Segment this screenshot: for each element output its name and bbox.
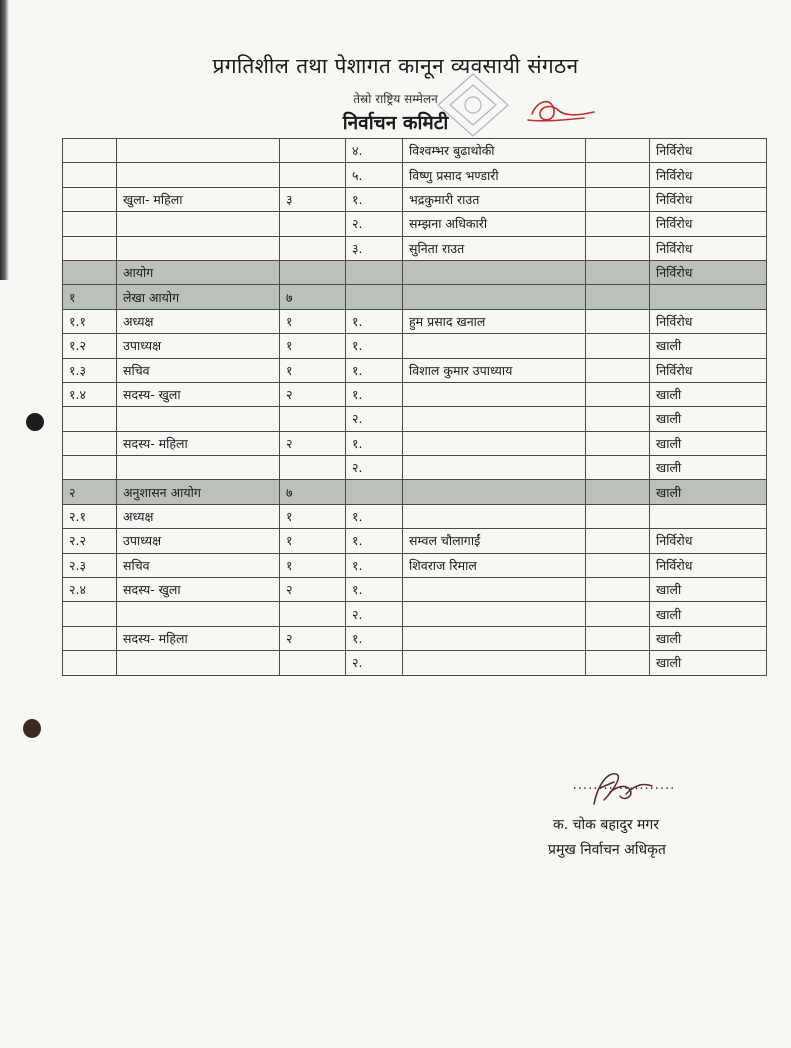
position-cell: सचिव [117,358,280,382]
candidate-number-cell: २. [346,602,403,626]
position-cell: सदस्य- महिला [117,431,280,455]
status-cell: खाली [650,480,767,504]
candidate-number-cell [346,480,403,504]
status-cell: निर्विरोध [650,139,767,163]
serial-number-cell [63,236,117,260]
table-row [63,578,767,602]
officer-signature [580,764,660,814]
seat-count-cell [280,139,346,163]
organization-seal-stamp [428,70,518,140]
candidate-name-cell [403,504,586,528]
candidate-number-cell: १. [346,431,403,455]
blank-cell [586,285,650,309]
serial-number-cell [63,139,117,163]
candidate-number-cell: २. [346,651,403,675]
candidate-name-cell: भद्रकुमारी राउत [403,187,586,211]
blank-cell [586,163,650,187]
blank-cell [586,236,650,260]
status-cell: खाली [650,334,767,358]
status-cell: खाली [650,456,767,480]
serial-number-cell: २.३ [63,553,117,577]
seat-count-cell [280,260,346,284]
status-cell: खाली [650,602,767,626]
seat-count-cell [280,163,346,187]
serial-number-cell [63,431,117,455]
table-row [63,236,767,260]
candidate-number-cell: १. [346,382,403,406]
candidate-number-cell: १. [346,309,403,333]
candidate-number-cell: २. [346,212,403,236]
candidate-name-cell [403,431,586,455]
serial-number-cell: १ [63,285,117,309]
blank-cell [586,382,650,406]
candidate-number-cell [346,285,403,309]
candidate-number-cell: १. [346,187,403,211]
table-row [63,334,767,358]
candidate-name-cell [403,407,586,431]
committee-heading: निर्वाचन कमिटी [342,112,449,134]
status-cell [650,285,767,309]
candidate-number-cell [346,260,403,284]
position-cell: सदस्य- खुला [117,578,280,602]
position-cell: उपाध्यक्ष [117,529,280,553]
serial-number-cell [63,260,117,284]
seat-count-cell: २ [280,626,346,650]
page-edge-shadow [0,0,9,280]
blank-cell [586,309,650,333]
seat-count-cell: ७ [280,285,346,309]
blank-cell [586,651,650,675]
position-cell: अध्यक्ष [117,309,280,333]
table-row [63,626,767,650]
seat-count-cell: ३ [280,187,346,211]
position-cell: उपाध्यक्ष [117,334,280,358]
candidate-number-cell: २. [346,456,403,480]
candidate-number-cell: ५. [346,163,403,187]
blank-cell [586,139,650,163]
table-row [63,407,767,431]
blank-cell [586,334,650,358]
seat-count-cell: १ [280,334,346,358]
status-cell: निर्विरोध [650,529,767,553]
status-cell: खाली [650,431,767,455]
table-row [63,504,767,528]
position-cell [117,139,280,163]
seat-count-cell [280,602,346,626]
election-results-table [62,138,767,676]
serial-number-cell: २ [63,480,117,504]
blank-cell [586,212,650,236]
seat-count-cell: १ [280,358,346,382]
position-cell [117,602,280,626]
seat-count-cell: १ [280,529,346,553]
candidate-number-cell: ३. [346,236,403,260]
candidate-number-cell: १. [346,626,403,650]
seat-count-cell: २ [280,578,346,602]
position-cell [117,651,280,675]
seat-count-cell: १ [280,504,346,528]
position-cell: आयोग [117,260,280,284]
serial-number-cell: १.१ [63,309,117,333]
candidate-name-cell [403,260,586,284]
blank-cell [586,260,650,284]
position-cell: सदस्य- खुला [117,382,280,406]
organization-title: प्रगतिशील तथा पेशागत कानून व्यवसायी संगठन [212,54,579,78]
blank-cell [586,578,650,602]
blank-cell [586,480,650,504]
serial-number-cell [63,651,117,675]
candidate-name-cell [403,285,586,309]
section-header-row [63,285,767,309]
candidate-number-cell: ४. [346,139,403,163]
serial-number-cell: १.३ [63,358,117,382]
blank-cell [586,626,650,650]
status-cell: निर्विरोध [650,260,767,284]
status-cell: निर्विरोध [650,309,767,333]
candidate-number-cell: १. [346,358,403,382]
position-cell: सचिव [117,553,280,577]
position-cell: खुला- महिला [117,187,280,211]
seat-count-cell [280,456,346,480]
table-row [63,212,767,236]
candidate-name-cell [403,578,586,602]
candidate-name-cell [403,626,586,650]
table-row [63,529,767,553]
blank-cell [586,358,650,382]
serial-number-cell [63,212,117,236]
candidate-name-cell: सम्वल चौलागाईं [403,529,586,553]
officer-name: क. चोक बहादुर मगर [553,817,660,833]
candidate-name-cell: विशाल कुमार उपाध्याय [403,358,586,382]
candidate-name-cell: सम्झना अधिकारी [403,212,586,236]
position-cell: सदस्य- महिला [117,626,280,650]
seat-count-cell [280,651,346,675]
table-row [63,309,767,333]
serial-number-cell [63,163,117,187]
seat-count-cell: १ [280,309,346,333]
candidate-name-cell: हुम प्रसाद खनाल [403,309,586,333]
seat-count-cell: १ [280,553,346,577]
serial-number-cell: २.२ [63,529,117,553]
position-cell: अनुशासन आयोग [117,480,280,504]
officer-title: प्रमुख निर्वाचन अधिकृत [548,842,666,858]
serial-number-cell: २.१ [63,504,117,528]
position-cell [117,163,280,187]
signature-dotted-line: .................... [572,778,676,793]
blank-cell [586,456,650,480]
table-row [63,358,767,382]
status-cell: खाली [650,407,767,431]
section-header-row [63,480,767,504]
status-cell: खाली [650,651,767,675]
status-cell [650,504,767,528]
table-row [63,187,767,211]
serial-number-cell: १.२ [63,334,117,358]
status-cell: निर्विरोध [650,236,767,260]
serial-number-cell: २.४ [63,578,117,602]
candidate-name-cell: शिवराज रिमाल [403,553,586,577]
status-cell: खाली [650,578,767,602]
table-row [63,163,767,187]
candidate-number-cell: २. [346,407,403,431]
top-signature-mark [524,92,596,130]
candidate-number-cell: १. [346,504,403,528]
candidate-number-cell: १. [346,529,403,553]
blank-cell [586,407,650,431]
position-cell [117,212,280,236]
candidate-name-cell: विष्णु प्रसाद भण्डारी [403,163,586,187]
seat-count-cell [280,212,346,236]
blank-cell [586,504,650,528]
status-cell: निर्विरोध [650,163,767,187]
position-cell [117,407,280,431]
punch-hole-bottom [23,719,41,738]
candidate-name-cell: विश्वम्भर बुढाथोकी [403,139,586,163]
status-cell: निर्विरोध [650,358,767,382]
blank-cell [586,602,650,626]
candidate-name-cell [403,456,586,480]
blank-cell [586,529,650,553]
punch-hole-top [26,413,44,431]
status-cell: निर्विरोध [650,212,767,236]
blank-cell [586,431,650,455]
table-row [63,431,767,455]
candidate-name-cell [403,480,586,504]
blank-cell [586,553,650,577]
candidate-name-cell [403,651,586,675]
candidate-name-cell [403,334,586,358]
candidate-name-cell: सुनिता राउत [403,236,586,260]
section-header-row [63,260,767,284]
serial-number-cell [63,407,117,431]
table-row [63,602,767,626]
serial-number-cell: १.४ [63,382,117,406]
seat-count-cell [280,407,346,431]
table-row [63,456,767,480]
status-cell: खाली [650,382,767,406]
serial-number-cell [63,456,117,480]
seat-count-cell [280,236,346,260]
candidate-number-cell: १. [346,553,403,577]
candidate-name-cell [403,382,586,406]
serial-number-cell [63,602,117,626]
status-cell: निर्विरोध [650,187,767,211]
candidate-number-cell: १. [346,578,403,602]
candidate-name-cell [403,602,586,626]
table-row [63,553,767,577]
serial-number-cell [63,626,117,650]
position-cell [117,236,280,260]
status-cell: खाली [650,626,767,650]
position-cell: लेखा आयोग [117,285,280,309]
serial-number-cell [63,187,117,211]
candidate-number-cell: १. [346,334,403,358]
seat-count-cell: ७ [280,480,346,504]
position-cell: अध्यक्ष [117,504,280,528]
table-row [63,651,767,675]
table-row [63,382,767,406]
table-row [63,139,767,163]
blank-cell [586,187,650,211]
seat-count-cell: २ [280,431,346,455]
conference-subtitle: तेस्रो राष्ट्रिय सम्मेलन [353,92,438,106]
seat-count-cell: २ [280,382,346,406]
status-cell: निर्विरोध [650,553,767,577]
position-cell [117,456,280,480]
